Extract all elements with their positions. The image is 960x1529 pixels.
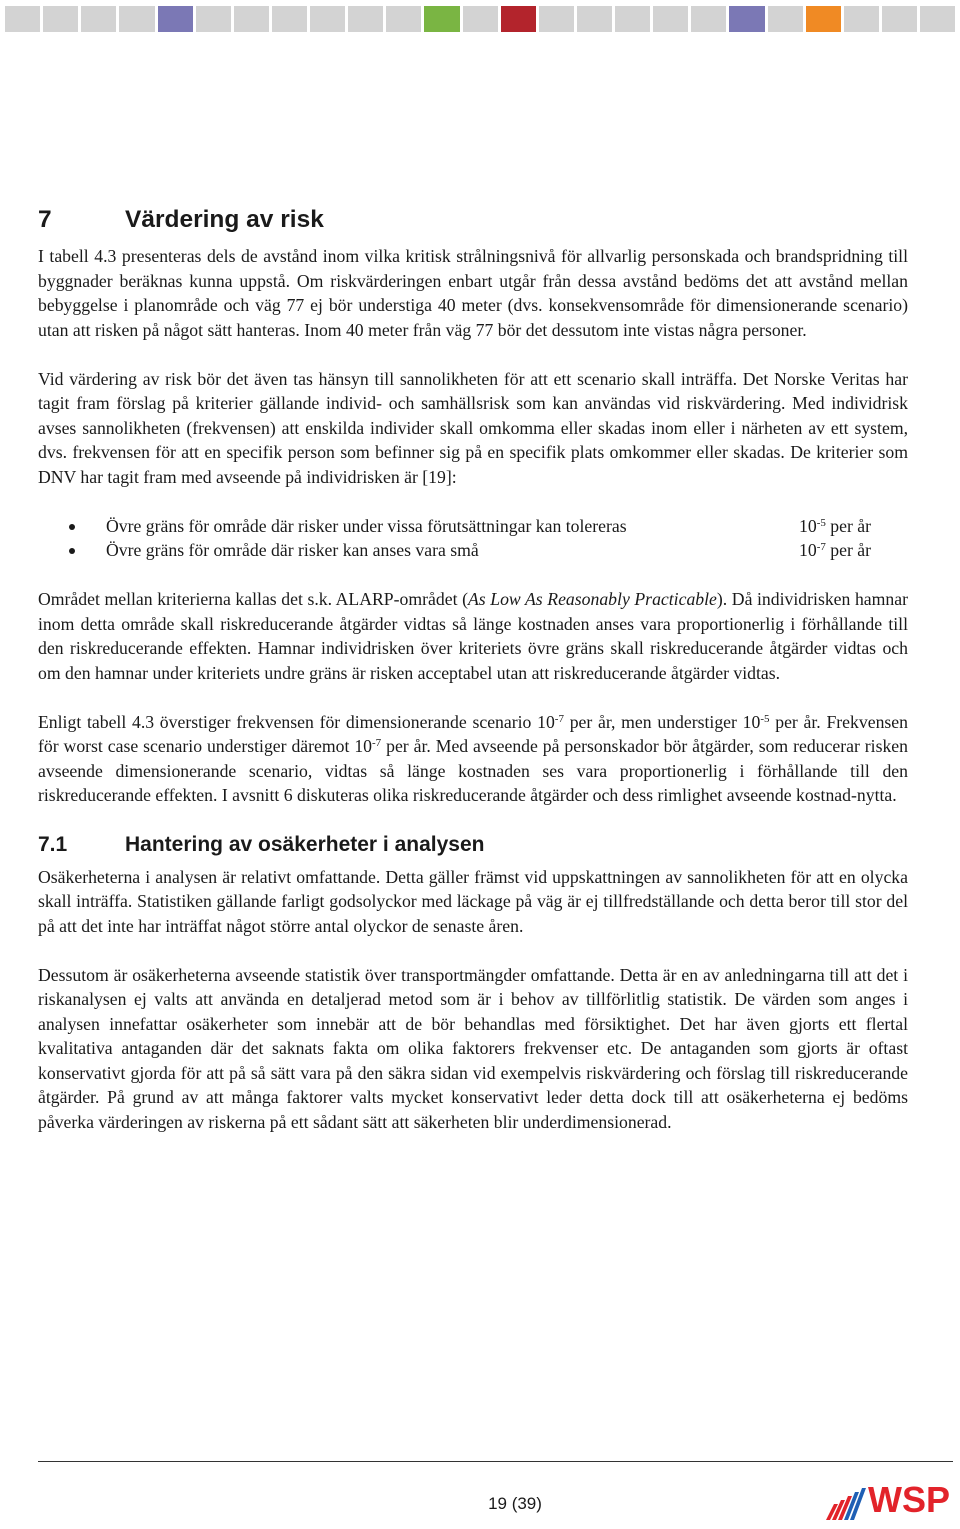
section-heading (38, 205, 908, 235)
color-square (539, 6, 574, 32)
paragraph-2: Vid värdering av risk bör det även tas hänsyn till sannolikheten för att ett scenario skall inträffa. Det Norske Veritas har tagit fram förslag på kriterier gällande individ- och samhällsrisk som kan användas vid riskvärdering. Med individrisk avses sannolikheten (frekvensen) att enskilda individer skall omkomma eller skadas inom eller i närheten av ett system, dvs. frekvensen för att en specifik person som befinner sig på en specifik plats omkommer eller skadas. De kriterier som DNV har tagit fram med avseende på individrisken är [19]: (38, 368, 908, 487)
alarp-expansion: As Low As Reasonably Practicable (467, 589, 717, 609)
criteria-value: $10^{-7}$ per år (799, 540, 872, 560)
color-square (43, 6, 78, 32)
color-square (882, 6, 917, 32)
color-square (653, 6, 688, 32)
color-square (844, 6, 879, 32)
color-square (615, 6, 650, 32)
paragraph-6: Dessutom är osäkerheterna avseende statistik över transportmängder omfattande. Detta är en av anledningarna till att det i riskanalysen ej valts att använda en detaljerad metod som är i behov av tillförlitlig statistik. De värden som anges i analysen innefattar osäkerheter som innebär att de bör behandlas med försiktighet. Det har även gjorts ett flertal kvalitativa antaganden där det saknats fakta om olika faktorers frekvenser etc. De antaganden som gjorts är oftast konservativt gjorda för att på så sätt vara på den säkra sidan vid exempelvis riskvärdering och förslag till riskreducerande åtgärder. På grund av att många faktorer valts mycket konservativt leder detta dock till att osäkerheterna ej bedöms påverka värderingen av riskerna på ett sådant sätt att säkerheten blir underdimensionerad. (38, 964, 908, 1132)
color-square (310, 6, 345, 32)
paragraph-3: Området mellan kriterierna kallas det s.k. ALARP-området (As Low As Reasonably Practicable). Då individrisken hamnar inom detta område skall riskreducerande åtgärder vidtas så länge kostnaden anses vara proportionerlig i förhållande till den riskreducerande effekten. Hamnar individrisken över kriteriets övre gräns skall riskreducerande åtgärder vidtas och om den hamnar under kriteriets undre gräns är risken acceptabel utan att riskreducerande åtgärder vidtas. (38, 589, 908, 683)
svg-text:WSP: WSP (868, 1479, 951, 1520)
criteria-list (38, 514, 908, 563)
list-item (38, 538, 908, 563)
subsection-number: 7.1 (38, 832, 68, 856)
color-square (272, 6, 307, 32)
section-number: 7 (38, 206, 52, 233)
subsection-title: Hantering av osäkerheter i analysen (125, 832, 485, 856)
color-square (196, 6, 231, 32)
list-item (38, 514, 908, 539)
color-square (691, 6, 726, 32)
criteria-text: Övre gräns för område där risker kan anses vara små (106, 540, 479, 560)
color-square (424, 6, 459, 32)
criteria-value: $10^{-5}$ per år (799, 515, 872, 536)
bullet-icon (69, 524, 75, 530)
color-square (5, 6, 40, 32)
criteria-text: Övre gräns för område där risker under vissa förutsättningar kan tolereras (106, 515, 627, 536)
color-square (348, 6, 383, 32)
color-square (729, 6, 764, 32)
paragraph-4: Enligt tabell 4.3 överstiger frekvensen för dimensionerande scenario $10^{-7}$ per år, men understiger $10^{-5}$ per år. Frekvensen för worst case scenario understiger däremot $10^{-7}$ per år. Med avseende på personskador bör åtgärder, som reducerar risken avseende dimensionerande scenario, vidtas så länge kostnaden ses vara proportionerlig i förhållande till den riskreducerande effekten. I avsnitt 6 diskuteras olika riskreducerande åtgärder och dess rimlighet avseende kostnad-nytta. (38, 711, 908, 805)
color-square (577, 6, 612, 32)
paragraph-5: Osäkerheterna i analysen är relativt omfattande. Detta gäller främst vid uppskattningen av sannolikheten för att en olycka skall inträffa. Statistiken gällande farligt godsolyckor med läckage på väg är ej tillfredställande och detta beror till stor del på att det inte har inträffat något större antal olyckor de senaste åren. (38, 866, 908, 936)
color-square (920, 6, 955, 32)
color-square (234, 6, 269, 32)
color-square (768, 6, 803, 32)
color-square (806, 6, 841, 32)
paragraph-1: I tabell 4.3 presenteras dels de avstånd inom vilka kritisk strålningsnivå för allvarlig personskada och brandspridning till byggnader beräknas kunna uppstå. Om riskvärderingen enbart utgår från dessa avstånd bedöms det att avstånd mellan bebyggelse i planområde och väg 77 ej bör understiga 40 meter (dvs. konsekvensområde för dimensionerande scenario) utan att risken på något sätt hanteras. Inom 40 meter från väg 77 bör det dessutom inte vistas några personer. (38, 246, 908, 340)
color-square (463, 6, 498, 32)
color-square (501, 6, 536, 32)
section-title: Värdering av risk (125, 206, 324, 233)
color-square (158, 6, 193, 32)
bullet-icon (69, 548, 75, 554)
subsection-heading (38, 830, 908, 860)
wsp-logo-icon (824, 1474, 958, 1522)
footer-divider (38, 1461, 953, 1462)
header-color-bar (5, 6, 955, 32)
color-square (119, 6, 154, 32)
color-square (386, 6, 421, 32)
page-number: 19 (39) (488, 1494, 542, 1513)
color-square (81, 6, 116, 32)
page-content (38, 205, 908, 1134)
